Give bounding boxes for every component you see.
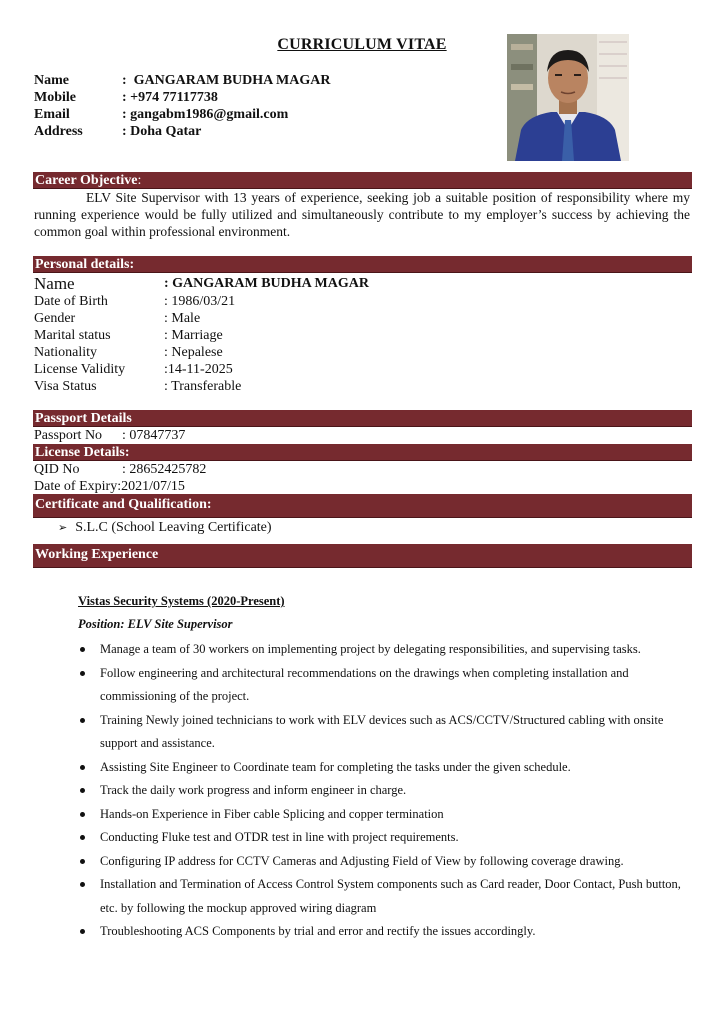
section-bar-personal-details xyxy=(33,256,692,273)
personal-label: Visa Status xyxy=(34,379,97,394)
personal-value: : GANGARAM BUDHA MAGAR xyxy=(164,276,369,291)
contact-row-mobile xyxy=(34,89,330,106)
personal-value: : Male xyxy=(164,311,201,326)
license-value: 2021/07/15 xyxy=(121,479,185,494)
personal-label: Marital status xyxy=(34,328,111,343)
section-title: Career Objective xyxy=(35,173,138,188)
section-title: Personal details: xyxy=(35,257,135,272)
section-title: Certificate and Qualification: xyxy=(35,497,212,512)
personal-details xyxy=(34,275,369,395)
personal-label: Name xyxy=(34,274,75,293)
license-row-expiry xyxy=(34,478,185,495)
passport-row xyxy=(34,427,185,444)
task-item: Training Newly joined technicians to work with ELV devices such as ACS/CCTV/Structured cabling with onsite support and assistance. xyxy=(78,709,690,756)
arrow-bullet-icon: ➢ xyxy=(58,521,68,534)
passport-label: Passport No xyxy=(34,428,103,443)
personal-value: : Transferable xyxy=(164,379,242,394)
contact-row-name xyxy=(34,72,330,89)
personal-label: Nationality xyxy=(34,345,97,360)
personal-row xyxy=(34,327,369,344)
contact-label: Address xyxy=(34,124,83,139)
personal-label: Date of Birth xyxy=(34,294,108,309)
task-item: Configuring IP address for CCTV Cameras and Adjusting Field of View by following coverage drawing. xyxy=(78,850,690,874)
document-title: CURRICULUM VITAE xyxy=(277,36,447,53)
certificate-item xyxy=(58,519,272,536)
contact-value: : +974 77117738 xyxy=(122,90,218,105)
section-title-colon: : xyxy=(137,173,142,188)
personal-row xyxy=(34,310,369,327)
section-bar-passport-details xyxy=(33,410,692,427)
personal-row xyxy=(34,361,369,378)
task-item: Follow engineering and architectural recommendations on the drawings when completing installation and commissioning of the project. xyxy=(78,662,690,709)
company-name: Vistas Security Systems (2020-Present) xyxy=(78,594,285,608)
contact-value: : gangabm1986@gmail.com xyxy=(122,107,289,122)
task-item: Hands-on Experience in Fiber cable Splicing and copper termination xyxy=(78,803,690,827)
task-item: Track the daily work progress and inform engineer in charge. xyxy=(78,779,690,803)
personal-row xyxy=(34,378,369,395)
personal-label: Gender xyxy=(34,311,76,326)
section-bar-certificates xyxy=(33,494,692,518)
personal-value: : Nepalese xyxy=(164,345,223,360)
personal-value: : Marriage xyxy=(164,328,223,343)
contact-label: Name xyxy=(34,73,69,88)
license-label: QID No xyxy=(34,462,80,477)
profile-photo xyxy=(507,34,629,161)
personal-label: License Validity xyxy=(34,362,126,377)
contact-label: Email xyxy=(34,107,70,122)
task-item: Manage a team of 30 workers on implementing project by delegating responsibilities, and supervising tasks. xyxy=(78,638,690,662)
section-bar-working-experience xyxy=(33,544,692,568)
personal-row xyxy=(34,275,369,293)
contact-row-address xyxy=(34,123,330,140)
section-title: License Details: xyxy=(35,445,130,460)
task-item: Troubleshooting ACS Components by trial and error and rectify the issues accordingly. xyxy=(78,920,690,944)
task-item: Installation and Termination of Access Control System components such as Card reader, Door Contact, Push button, etc. by following the mockup approved wiring diagram xyxy=(78,873,690,920)
license-row-qid xyxy=(34,461,206,478)
passport-value: : 07847737 xyxy=(122,428,186,443)
personal-row xyxy=(34,293,369,310)
section-bar-license-details xyxy=(33,444,692,461)
contact-row-email xyxy=(34,106,330,123)
personal-value: : 1986/03/21 xyxy=(164,294,236,309)
position-title: Position: ELV Site Supervisor xyxy=(78,617,233,631)
personal-row xyxy=(34,344,369,361)
contact-value: : GANGARAM BUDHA MAGAR xyxy=(122,73,331,88)
license-value: : 28652425782 xyxy=(122,462,207,477)
section-bar-career-objective xyxy=(33,172,692,189)
career-objective-text: ELV Site Supervisor with 13 years of experience, seeking job a suitable position of responsibility where my running experience would be fully utilized and simultaneously contribute to my employer’s success by achieving the common goal within professional environment. xyxy=(34,190,690,239)
task-item: Assisting Site Engineer to Coordinate team for completing the tasks under the given schedule. xyxy=(78,756,690,780)
contact-value: : Doha Qatar xyxy=(122,124,202,139)
section-title: Working Experience xyxy=(35,547,159,562)
profile-photo-illustration xyxy=(507,34,629,161)
section-title: Passport Details xyxy=(35,411,132,426)
task-item: Conducting Fluke test and OTDR test in line with project requirements. xyxy=(78,826,690,850)
license-label: Date of Expiry: xyxy=(34,479,122,494)
certificate-label: S.L.C (School Leaving Certificate) xyxy=(75,520,272,535)
task-list xyxy=(78,638,690,944)
personal-value: :14-11-2025 xyxy=(164,362,233,377)
contact-label: Mobile xyxy=(34,90,76,105)
contact-block xyxy=(34,72,330,140)
